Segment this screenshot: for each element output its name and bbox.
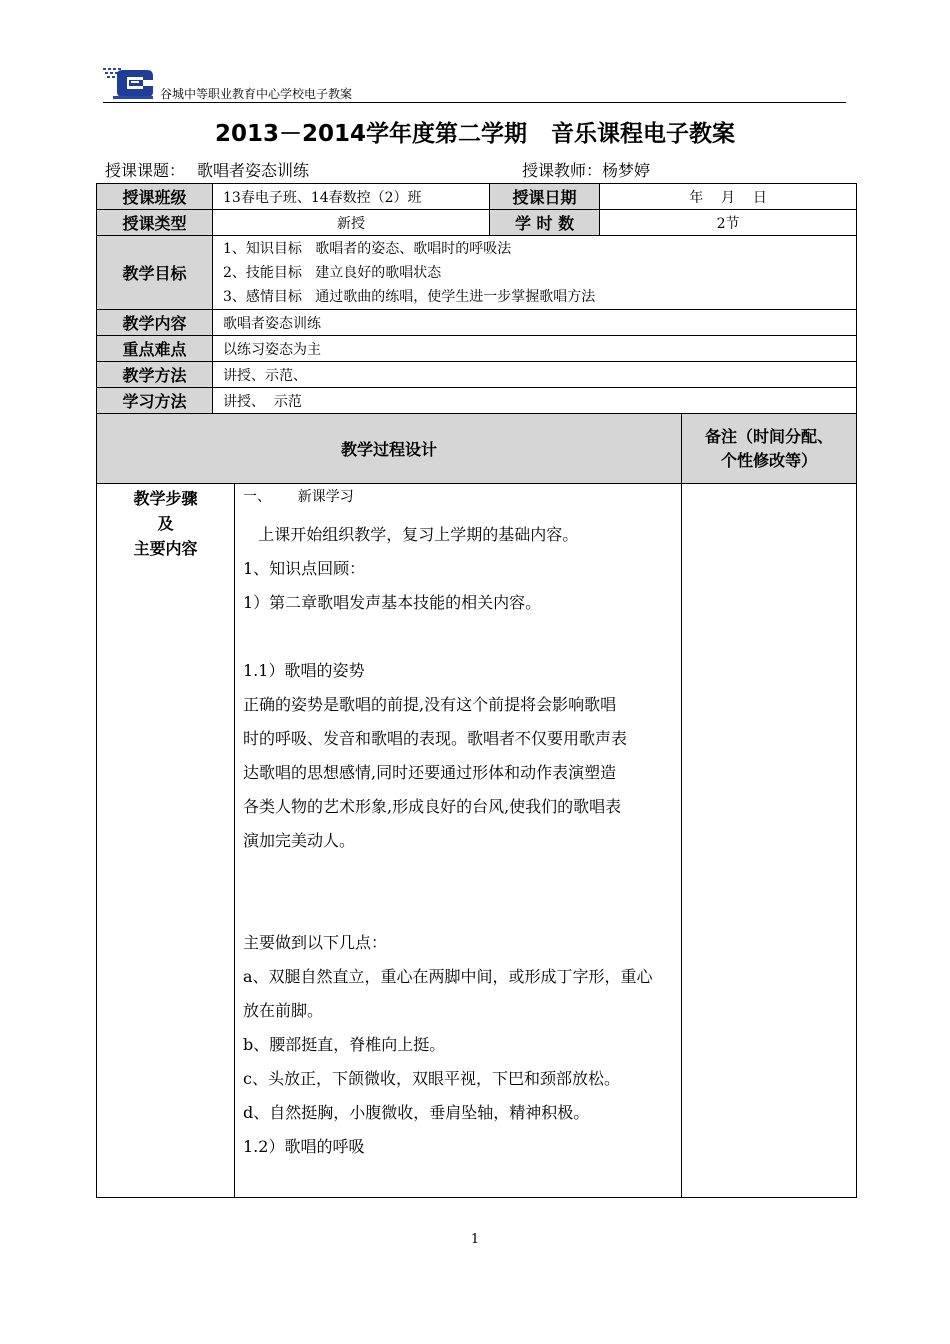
row-type — [97, 210, 857, 236]
teacher-value: 杨梦婷 — [602, 161, 651, 180]
steps-label — [97, 484, 235, 1198]
goals-label: 教学目标 — [97, 236, 213, 310]
steps-label-line: 教学步骤 — [133, 489, 198, 508]
row-method — [97, 362, 857, 388]
row-content — [97, 310, 857, 336]
notes-label-line: 个性修改等） — [721, 450, 818, 470]
teacher-line — [522, 160, 650, 182]
type-label: 授课类型 — [97, 210, 213, 236]
point-item: b、腰部挺直，脊椎向上挺。 — [243, 1035, 446, 1054]
lesson-heading: 一、 新课学习 — [243, 489, 354, 505]
hours-value: 2节 — [600, 210, 857, 236]
review-heading: 1、知识点回顾： — [243, 559, 366, 578]
page-number: 1 — [470, 1232, 480, 1247]
steps-label-line: 主要内容 — [133, 539, 198, 558]
hours-label: 学 时 数 — [490, 210, 600, 236]
title-course: 音乐课程电子教案 — [551, 121, 736, 147]
topic-line — [105, 160, 309, 182]
row-study — [97, 388, 857, 414]
posture-line: 达歌唱的思想感情,同时还要通过形体和动作表演塑造 — [243, 763, 617, 782]
page-title — [0, 118, 950, 150]
notes-label — [682, 414, 857, 484]
topic-value: 歌唱者姿态训练 — [197, 161, 310, 180]
teacher-label: 授课教师： — [522, 161, 603, 180]
row-class — [97, 184, 857, 210]
goals-list — [213, 236, 857, 310]
school-name: 谷城中等职业教育中心学校电子教案 — [160, 87, 353, 101]
class-value: 13春电子班、14春数控（2）班 — [213, 184, 490, 210]
point-item: c、头放正，下颌微收，双眼平视，下巴和颈部放松。 — [243, 1069, 620, 1088]
key-value: 以练习姿态为主 — [213, 336, 857, 362]
study-value: 讲授、 示范 — [213, 388, 857, 414]
class-label: 授课班级 — [97, 184, 213, 210]
content-value: 歌唱者姿态训练 — [213, 310, 857, 336]
row-goals — [97, 236, 857, 310]
row-process-header — [97, 414, 857, 484]
lesson-plan-table — [96, 183, 857, 1198]
posture-line: 演加完美动人。 — [243, 831, 356, 850]
process-label: 教学过程设计 — [97, 414, 682, 484]
breath-title: 1.2）歌唱的呼吸 — [243, 1137, 365, 1156]
school-logo — [103, 66, 155, 100]
steps-label-line: 及 — [157, 514, 174, 533]
posture-title: 1.1）歌唱的姿势 — [243, 661, 365, 680]
notes-cell — [682, 484, 857, 1198]
type-value: 新授 — [213, 210, 490, 236]
goal-item: 2、技能目标 建立良好的歌唱状态 — [223, 264, 442, 281]
posture-line: 各类人物的艺术形象,形成良好的台风,使我们的歌唱表 — [243, 797, 622, 816]
chapter-line: 1）第二章歌唱发声基本技能的相关内容。 — [243, 593, 542, 612]
row-steps — [97, 484, 857, 1198]
notes-label-line: 备注（时间分配、 — [705, 426, 834, 446]
point-item: 放在前脚。 — [243, 1001, 324, 1020]
study-label: 学习方法 — [97, 388, 213, 414]
key-label: 重点难点 — [97, 336, 213, 362]
lesson-intro: 上课开始组织教学，复习上学期的基础内容。 — [243, 525, 579, 544]
header-divider — [103, 102, 846, 103]
date-value: 年 月 日 — [600, 184, 857, 210]
point-item: d、自然挺胸，小腹微收，垂肩坠轴，精神积极。 — [243, 1103, 590, 1122]
method-label: 教学方法 — [97, 362, 213, 388]
date-label: 授课日期 — [490, 184, 600, 210]
topic-label: 授课课题： — [105, 161, 186, 180]
lesson-content — [235, 484, 682, 1198]
posture-line: 时的呼吸、发音和歌唱的表现。歌唱者不仅要用歌声表 — [243, 729, 628, 748]
row-key — [97, 336, 857, 362]
method-value: 讲授、示范、 — [213, 362, 857, 388]
content-label: 教学内容 — [97, 310, 213, 336]
goal-item: 1、知识目标 歌唱者的姿态、歌唱时的呼吸法 — [223, 240, 512, 257]
posture-line: 正确的姿势是歌唱的前提,没有这个前提将会影响歌唱 — [243, 695, 617, 714]
goal-item: 3、感情目标 通过歌曲的练唱，使学生进一步掌握歌唱方法 — [223, 288, 596, 305]
points-title: 主要做到以下几点： — [243, 933, 388, 952]
point-item: a、双腿自然直立，重心在两脚中间，或形成丁字形，重心 — [243, 967, 653, 986]
title-term: 2013－2014学年度第二学期 — [214, 121, 528, 147]
